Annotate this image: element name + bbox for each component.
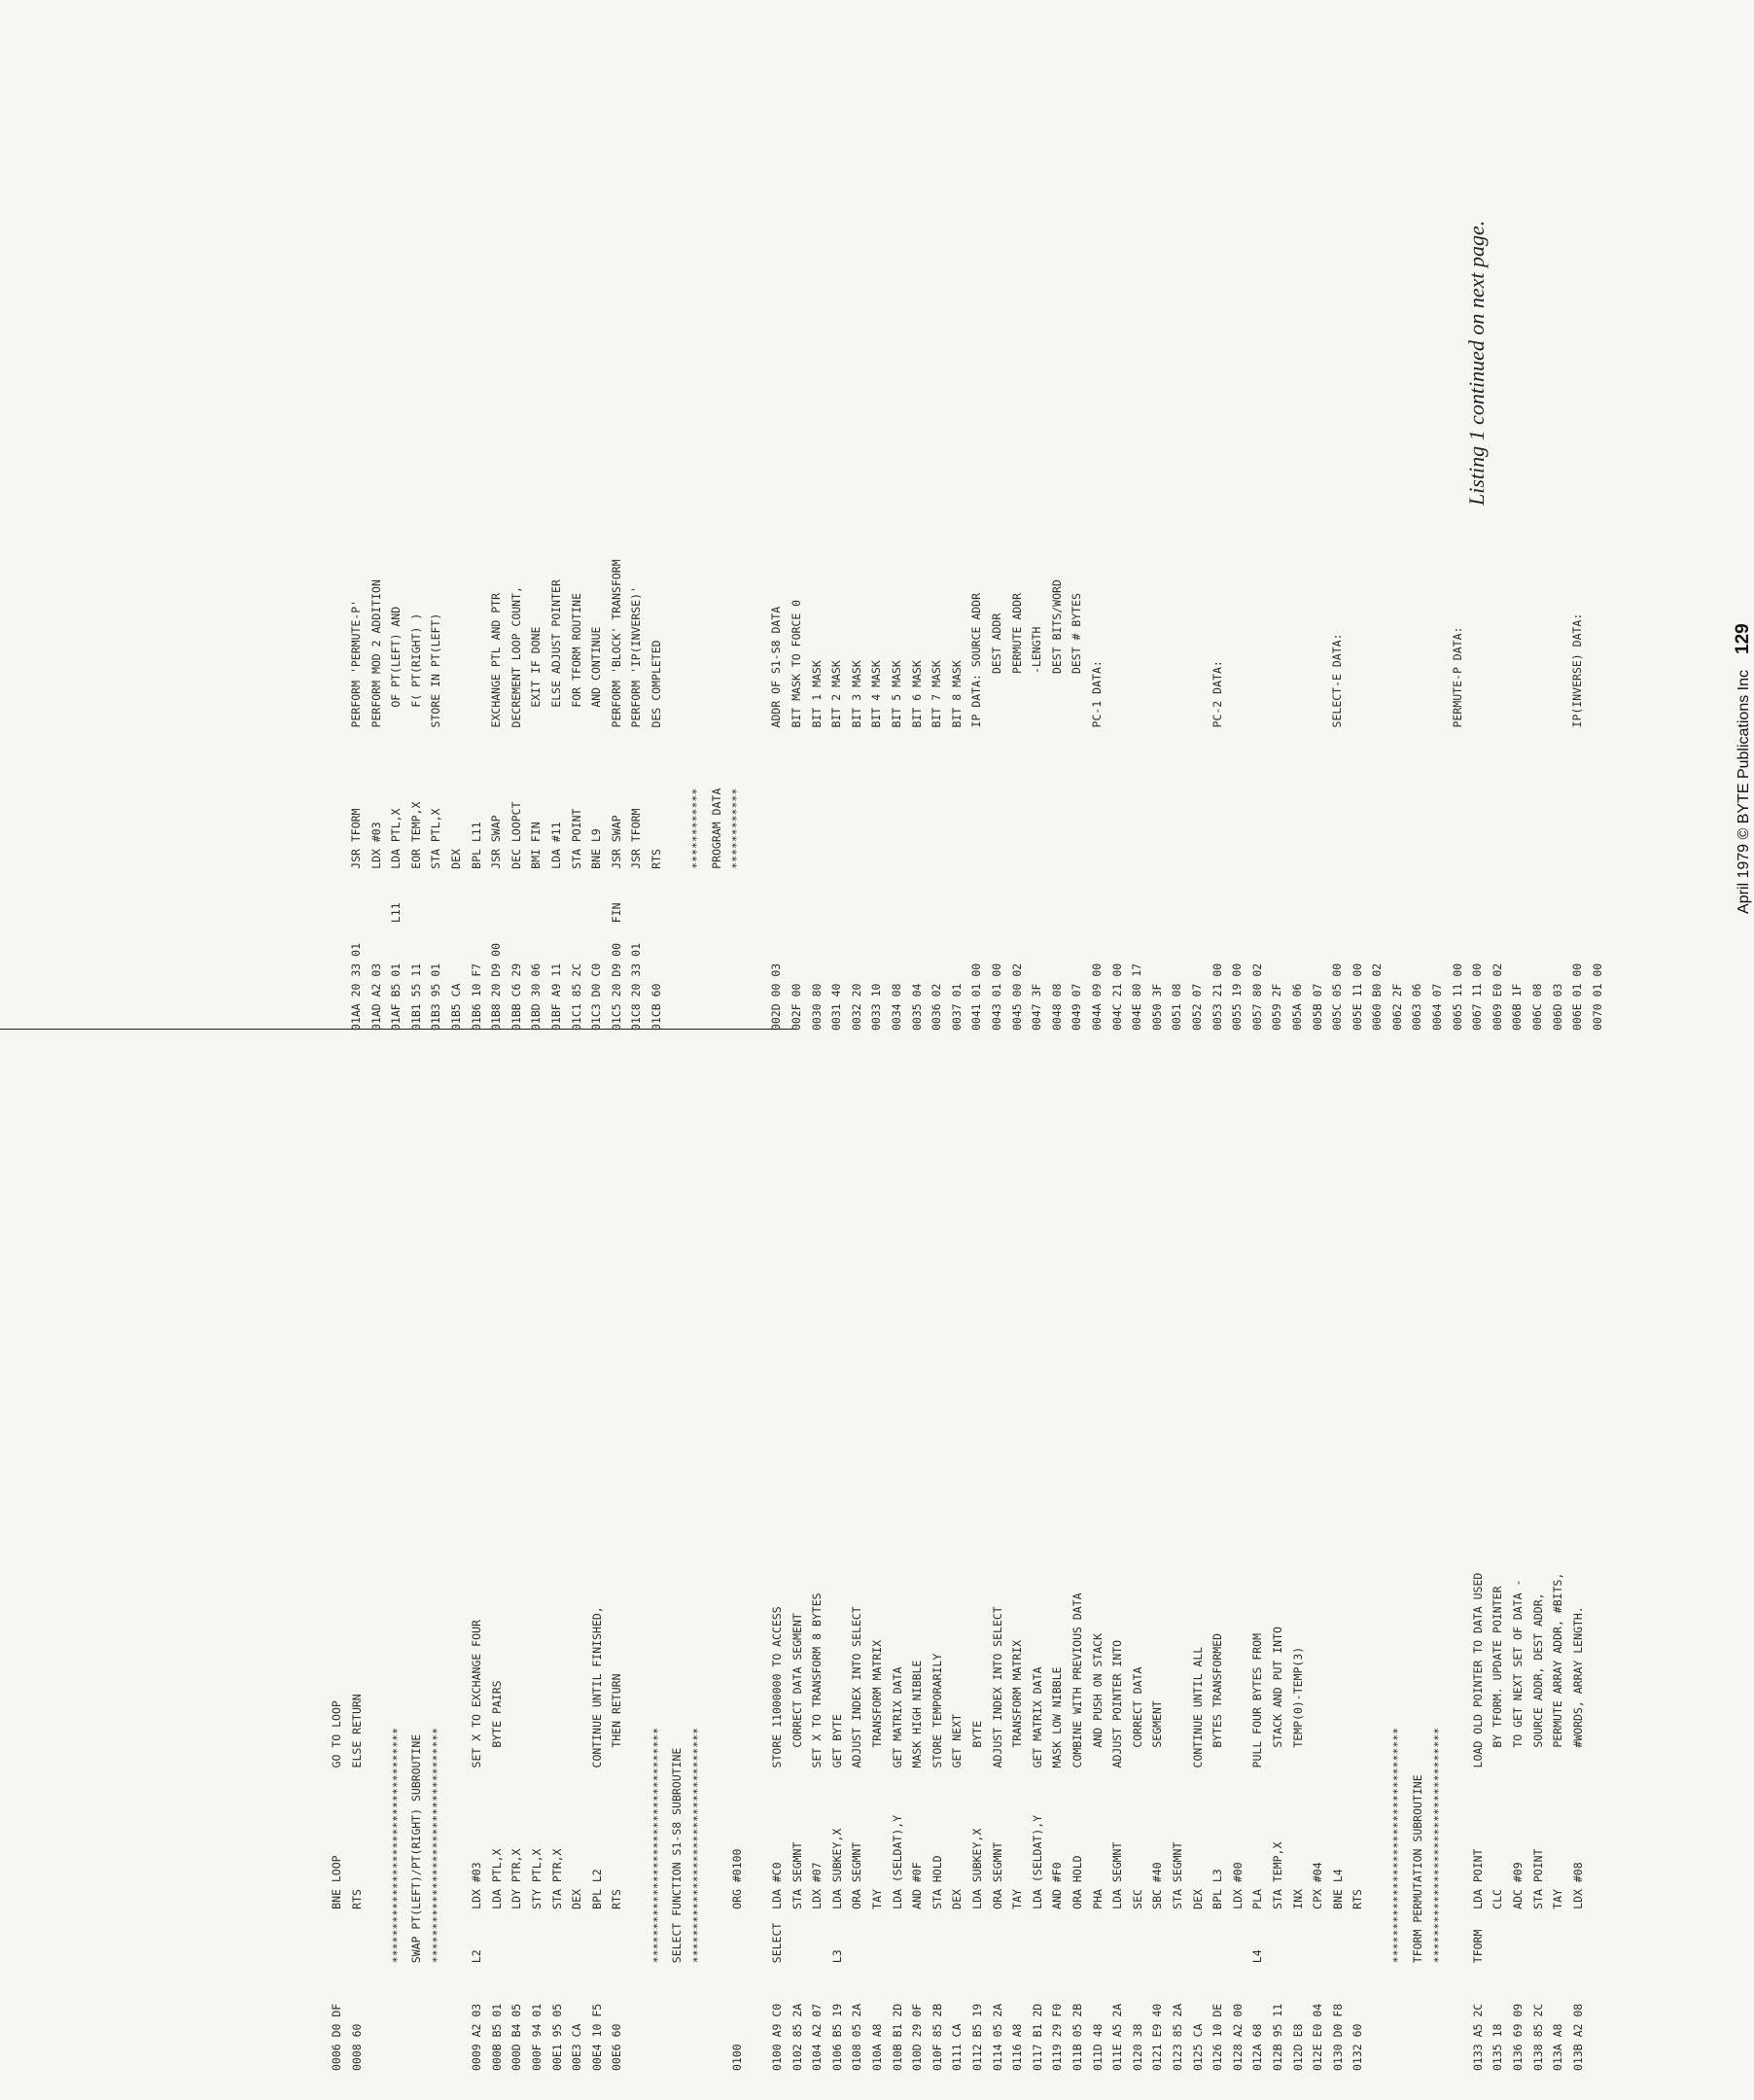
listing-line: 01BB C6 29 DEC LOOPCT DECREMENT LOOP COUNT, xyxy=(509,586,523,1031)
listing-line: 0008 60 RTS ELSE RETURN xyxy=(349,1694,364,2071)
listing-line: 0104 A2 07 LDX #07 SET X TO TRANSFORM 8 BYTES xyxy=(810,1592,824,2071)
listing-line xyxy=(627,1573,648,2071)
listing-line: PROGRAM DATA xyxy=(709,788,723,1031)
listing-line: 0126 10 DE BPL L3 BYTES TRANSFORMED xyxy=(1210,1632,1225,2071)
listing-line: 0052 07 xyxy=(1189,983,1204,1031)
listing-line: 010A A8 TAY TRANSFORM MATRIX xyxy=(870,1639,885,2071)
listing-line: 002F 00 BIT MASK TO FORCE 0 xyxy=(789,599,804,1031)
listing-line: *********************************** xyxy=(429,1727,443,2071)
listing-line: 0133 A5 2C TFORM LDA POINT LOAD OLD POINTER TO DATA USED xyxy=(1470,1572,1485,2071)
listing-line: 011D 48 PHA AND PUSH ON STACK xyxy=(1090,1632,1105,2071)
listing-line: 01AA 20 33 01 JSR TFORM PERFORM 'PERMUTE-P' xyxy=(349,599,363,1031)
listing-line: 0111 CA DEX GET NEXT xyxy=(950,1714,965,2071)
listing-line: 00E1 95 05 STA PTR,X xyxy=(549,1848,564,2071)
listing-line: ************ xyxy=(729,788,744,1031)
listing-line: 0102 85 2A STA SEGMNT CORRECT DATA SEGMENT xyxy=(789,1613,804,2071)
listing-line xyxy=(747,559,767,1031)
listing-line: 000F 94 01 STY PTL,X xyxy=(529,1848,544,2071)
listing-line: 0135 18 CLC BY TFORM. UPDATE POINTER xyxy=(1491,1586,1505,2071)
listing-line: 0032 20 BIT 3 MASK xyxy=(849,660,863,1031)
listing-line: 0065 11 00 PERMUTE-P DATA: xyxy=(1450,626,1464,1031)
listing-line: ************ xyxy=(689,788,704,1031)
listing-line: 01B5 CA DEX xyxy=(448,849,463,1031)
listing-line: 005B 07 xyxy=(1310,983,1324,1031)
publication-credit: April 1979 © BYTE Publications Inc xyxy=(1736,669,1752,914)
listing-line: 0047 3F -LENGTH xyxy=(1030,626,1044,1031)
listing-line: 01B1 55 11 EOR TEMP,X F( PT(RIGHT) ) xyxy=(408,612,423,1031)
listing-line: 0055 19 00 xyxy=(1230,962,1245,1031)
listing-line xyxy=(747,1573,767,2071)
listing-continued-note: Listing 1 continued on next page. xyxy=(1464,220,1489,506)
listing-line: 00E4 10 F5 BPL L2 CONTINUE UNTIL FINISHED, xyxy=(589,1606,604,2071)
listing-line xyxy=(667,559,687,1031)
listing-line: 01AD A2 03 LDX #03 PERFORM MOD 2 ADDITION xyxy=(368,579,383,1031)
listing-line: 0117 B1 2D LDA (SELDAT),Y GET MATRIX DATA xyxy=(1030,1666,1044,2071)
listing-line: 010B B1 2D LDA (SELDAT),Y GET MATRIX DATA xyxy=(890,1666,904,2071)
listing-line xyxy=(367,1573,387,2071)
listing-line xyxy=(1368,1573,1388,2071)
listing-line: 0057 80 02 xyxy=(1249,962,1264,1031)
listing-line: 0130 D0 F8 BNE L4 xyxy=(1330,1869,1345,2071)
listing-line: 01B3 95 01 STA PTL,X STORE IN PT(LEFT) xyxy=(429,612,443,1031)
listing-line: 0106 B5 19 L3 LDA SUBKEY,X GET BYTE xyxy=(829,1714,844,2071)
listing-line: 0062 2F xyxy=(1389,983,1404,1031)
listing-line: TFORM PERMUTATION SUBROUTINE xyxy=(1411,1774,1425,2071)
listing-line: 0037 01 BIT 8 MASK xyxy=(949,660,964,1031)
listing-line: 0035 04 BIT 6 MASK xyxy=(909,660,924,1031)
listing-line: 006E 01 00 IP(INVERSE) DATA: xyxy=(1570,612,1585,1031)
listing-line: 0043 01 00 DEST ADDR xyxy=(990,612,1003,1031)
listing-line: 010F 85 2B STA HOLD STORE TEMPORARILY xyxy=(930,1653,944,2071)
listing-line xyxy=(447,1573,468,2071)
listing-line: *********************************** xyxy=(1390,1727,1405,2071)
listing-line: 0119 29 F0 AND #F0 MASK LOW NIBBLE xyxy=(1050,1666,1065,2071)
listing-line: 0121 E9 40 SBC #40 SEGMENT xyxy=(1150,1700,1165,2071)
listing-line: 006B 1F xyxy=(1510,983,1525,1031)
listing-line: 0009 A2 03 L2 LDX #03 SET X TO EXCHANGE FOUR xyxy=(470,1620,484,2071)
listing-line: 01C8 20 33 01 JSR TFORM PERFORM 'IP(INVERSE)' xyxy=(629,586,644,1031)
listing-line: 012E E0 04 CPX #04 xyxy=(1311,1862,1325,2071)
listing-line xyxy=(707,1573,727,2071)
listing-line: 0112 B5 19 LDA SUBKEY,X BYTE xyxy=(970,1720,984,2071)
assembly-listing-right-column xyxy=(346,559,1607,1031)
listing-line: 0059 2F xyxy=(1270,983,1284,1031)
listing-line: *********************************** xyxy=(1430,1727,1445,2071)
listing-line: 0120 38 SEC CORRECT DATA xyxy=(1130,1666,1144,2071)
listing-line: 0132 60 RTS xyxy=(1351,1889,1365,2071)
page-number: 129 xyxy=(1733,623,1753,654)
listing-line: 0069 E0 02 xyxy=(1490,962,1504,1031)
listing-line: 004A 09 00 PC-1 DATA: xyxy=(1089,660,1104,1031)
listing-line: 0053 21 00 PC-2 DATA: xyxy=(1210,660,1224,1031)
listing-line: 006D 03 xyxy=(1550,983,1564,1031)
listing-line: 012D E8 INX TEMP(0)-TEMP(3) xyxy=(1290,1646,1305,2071)
listing-line: 00E3 CA DEX xyxy=(570,1889,584,2071)
listing-line: 0125 CA DEX CONTINUE UNTIL ALL xyxy=(1190,1646,1205,2071)
listing-line: 011E A5 2A LDA SEGMNT ADJUST POINTER INTO xyxy=(1110,1639,1125,2071)
listing-line: 0051 08 xyxy=(1170,983,1184,1031)
page-footer xyxy=(1733,623,1754,914)
listing-line: 0045 00 02 PERMUTE ADDR xyxy=(1009,592,1024,1031)
listing-line: 0031 40 BIT 2 MASK xyxy=(829,660,844,1031)
listing-line: 0030 80 BIT 1 MASK xyxy=(809,660,824,1031)
listing-line: *********************************** xyxy=(649,1727,664,2071)
listing-line: *********************************** xyxy=(689,1727,704,2071)
listing-line: 0050 3F xyxy=(1149,983,1164,1031)
listing-line: 005E 11 00 xyxy=(1350,962,1364,1031)
listing-line: 013A A8 TAY PERMUTE ARRAY ADDR, #BITS, xyxy=(1551,1572,1565,2071)
listing-line: 0123 85 2A STA SEGMNT xyxy=(1170,1841,1184,2071)
listing-line: 01CB 60 RTS DES COMPLETED xyxy=(649,640,663,1031)
listing-line: 006C 08 xyxy=(1530,983,1545,1031)
listing-line: 000D B4 05 LDY PTR,X xyxy=(509,1848,524,2071)
listing-line: 011B 05 2B ORA HOLD COMBINE WITH PREVIOUS DATA xyxy=(1070,1592,1084,2071)
listing-line: 005C 05 00 SELECT-E DATA: xyxy=(1330,633,1345,1031)
listing-line: 0063 06 xyxy=(1410,983,1424,1031)
listing-line: 0136 69 09 ADC #09 TO GET NEXT SET OF DATA - xyxy=(1511,1579,1526,2071)
listing-line: 01B6 10 F7 BPL L11 xyxy=(469,822,483,1031)
listing-line: 0114 05 2A ORA SEGMNT ADJUST INDEX INTO SELECT xyxy=(990,1606,1004,2071)
listing-line: SELECT FUNCTION S1-S8 SUBROUTINE xyxy=(670,1747,684,2071)
listing-line: SWAP PT(LEFT)/PT(RIGHT) SUBROUTINE xyxy=(409,1733,424,2071)
listing-line: 0100 ORG #0100 xyxy=(729,1848,744,2071)
listing-line: 0006 D0 DF BNE LOOP GO TO LOOP xyxy=(330,1700,343,2071)
listing-line: 013B A2 08 LDX #08 #WORDS, ARRAY LENGTH. xyxy=(1570,1606,1585,2071)
listing-line: 00E6 60 RTS THEN RETURN xyxy=(610,1673,624,2071)
listing-line: 0128 A2 00 LDX #00 xyxy=(1230,1862,1245,2071)
listing-line: 0034 08 BIT 5 MASK xyxy=(890,660,904,1031)
listing-line: 002D 00 03 ADDR OF S1-S8 DATA xyxy=(769,606,784,1031)
listing-line: 0070 01 00 xyxy=(1590,962,1604,1031)
listing-line: 0064 07 xyxy=(1430,983,1445,1031)
listing-line: 01AF B5 01 L11 LDA PTL,X OF PT(LEFT) AND xyxy=(389,606,403,1031)
listing-line: 0036 02 BIT 7 MASK xyxy=(930,660,944,1031)
listing-line: 0033 10 BIT 4 MASK xyxy=(869,660,884,1031)
listing-line: 004C 21 00 xyxy=(1109,962,1124,1031)
listing-line: 01B8 20 D9 00 JSR SWAP EXCHANGE PTL AND PTR xyxy=(489,592,504,1031)
listing-line: 012A 68 L4 PLA PULL FOUR BYTES FROM xyxy=(1250,1632,1265,2071)
listing-line: 01C3 D0 C0 BNE L9 AND CONTINUE xyxy=(589,626,604,1031)
listing-line: 0108 05 2A ORA SEGMNT ADJUST INDEX INTO SELECT xyxy=(850,1606,864,2071)
listing-line: 01C5 20 D9 00 FIN JSR SWAP PERFORM 'BLOCK' TRANSFORM xyxy=(609,559,623,1031)
listing-line: 004E 80 17 xyxy=(1130,962,1144,1031)
listing-line: 0049 07 DEST # BYTES xyxy=(1070,592,1084,1031)
listing-line xyxy=(1448,1573,1468,2071)
listing-line: *********************************** xyxy=(389,1727,403,2071)
assembly-listing-left-column xyxy=(327,1573,1588,2071)
listing-line: 0116 A8 TAY TRANSFORM MATRIX xyxy=(1010,1639,1025,2071)
listing-line: 01BD 30 06 BMI FIN EXIT IF DONE xyxy=(529,626,544,1031)
listing-line: 01C1 85 2C STA POINT FOR TFORM ROUTINE xyxy=(569,592,583,1031)
listing-line: 0048 08 DEST BITS/WORD xyxy=(1049,579,1064,1031)
listing-line: 000B B5 01 LDA PTL,X BYTE PAIRS xyxy=(489,1680,504,2071)
listing-line: 0041 01 00 IP DATA: SOURCE ADDR xyxy=(969,592,984,1031)
listing-line: 0100 A9 C0 SELECT LDA #C0 STORE 11000000 TO ACCESS xyxy=(770,1606,785,2071)
listing-line: 0067 11 00 xyxy=(1470,962,1485,1031)
listing-line: 01BF A9 11 LDA #11 ELSE ADJUST POINTER xyxy=(548,579,563,1031)
listing-line: 0060 B0 02 xyxy=(1370,962,1385,1031)
listing-line: 005A 06 xyxy=(1289,983,1304,1031)
listing-line: 010D 29 0F AND #0F MASK HIGH NIBBLE xyxy=(910,1660,925,2071)
listing-line: 012B 95 11 STA TEMP,X STACK AND PUT INTO xyxy=(1270,1627,1284,2071)
listing-line: 0138 85 2C STA POINT SOURCE ADDR, DEST ADDR, xyxy=(1530,1592,1545,2071)
